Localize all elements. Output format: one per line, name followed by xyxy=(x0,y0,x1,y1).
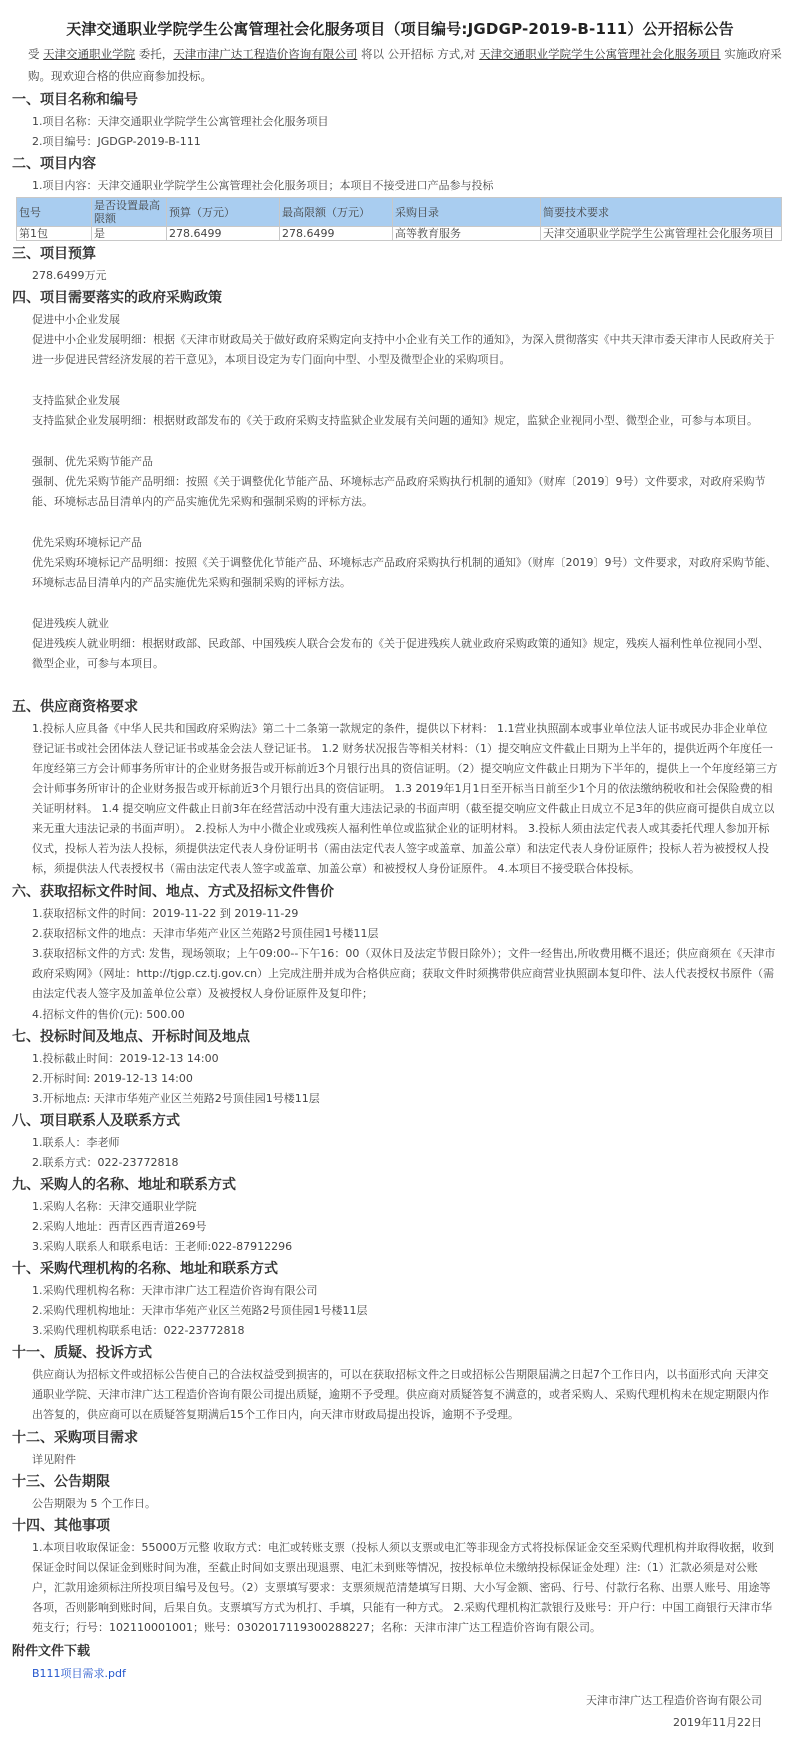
intro-text: 将以 公开招标 方式,对 xyxy=(357,47,480,61)
agency-address: 2.采购代理机构地址：天津市华苑产业区兰苑路2号顶佳园1号楼11层 xyxy=(32,1304,368,1317)
bid-deadline: 1.投标截止时间：2019-12-13 14:00 xyxy=(32,1052,219,1065)
policy-name: 促进残疾人就业 xyxy=(32,617,109,630)
signature-org: 天津市津广达工程造价咨询有限公司 xyxy=(586,1694,762,1707)
col-header-tech-req: 简要技术要求 xyxy=(541,198,782,227)
budget-value: 278.6499万元 xyxy=(32,269,107,282)
package-table xyxy=(16,197,782,241)
policy-detail: 促进残疾人就业明细：根据财政部、民政部、中国残疾人联合会发布的《关于促进残疾人就业政府采购政策的通知》规定，残疾人福利性单位视同小型、微型企业，可参与本项目。 xyxy=(32,637,769,670)
section-heading-5: 五、供应商资格要求 xyxy=(12,699,138,715)
contact-phone: 2.联系方式：022-23772818 xyxy=(32,1156,179,1169)
section-heading-10: 十、采购代理机构的名称、地址和联系方式 xyxy=(12,1261,278,1277)
cell-tech-req: 天津交通职业学院学生公寓管理社会化服务项目 xyxy=(541,227,782,241)
policy-name: 促进中小企业发展 xyxy=(32,313,120,326)
cell-max-limit-set: 是 xyxy=(92,227,167,241)
section-heading-11: 十一、质疑、投诉方式 xyxy=(12,1345,152,1361)
section-heading-9: 九、采购人的名称、地址和联系方式 xyxy=(12,1177,236,1193)
requirements-text: 详见附件 xyxy=(32,1453,76,1466)
other-matters-text: 1.本项目收取保证金：55000万元整 收取方式：电汇或转账支票（投标人须以支票或电汇等非现金方式将投标保证金交至采购代理机构并取得收据，收到保证金时间以保证金到账时间为准，至截止时间如支票出现退票、电汇未到账等情况，按投标单位未缴纳投标保证金处理）注:（1）汇款必须是对公账户，汇款用途须标注所投项目编号及包号。（2）支票填写要求：支票须规范清楚填写日期、大小写金额、密码、行号、付款行名称、出票人账号、用途等各项，否则影响到账时间，后果自负。支票填写方式为机打、手填，只能有一种方式。 2.采购代理机构汇款银行及账号：开户行：中国工商银行天津市华苑支行；行号：102110001001；账号：0302017119300288227；名称：天津市津广达工程造价咨询有限公司。 xyxy=(32,1541,774,1634)
intro-text: 受 xyxy=(28,47,44,61)
policy-detail: 促进中小企业发展明细：根据《天津市财政局关于做好政府采购定向支持中小企业有关工作的通知》，为深入贯彻落实《中共天津市委天津市人民政府关于进一步促进民营经济发展的若干意见》，本项目设定为专门面向中型、小型及微型企业的采购项目。 xyxy=(32,333,775,366)
section-heading-12: 十二、采购项目需求 xyxy=(12,1430,138,1446)
policy-detail: 优先采购环境标记产品明细：按照《关于调整优化节能产品、环境标志产品政府采购执行机制的通知》（财库〔2019〕9号）文件要求，对政府采购节能、环境标志品目清单内的产品实施优先采购和强制采购的评标方法。 xyxy=(32,556,777,589)
notice-period-text: 公告期限为 5 个工作日。 xyxy=(32,1497,156,1510)
page-title: 天津交通职业学院学生公寓管理社会化服务项目（项目编号:JGDGP-2019-B-111）公开招标公告 xyxy=(66,20,734,38)
table-header-row xyxy=(17,198,782,227)
complaint-text: 供应商认为招标文件或招标公告使自己的合法权益受到损害的，可以在获取招标文件之日或招标公告期限届满之日起7个工作日内，以书面形式向 天津交通职业学院、天津市津广达工程造价咨询有限公司提出质疑，逾期不予受理。供应商对质疑答复不满意的，或者采购人、采购代理机构未在规定期限内作出答复的，供应商可以在质疑答复期满后15个工作日内，向天津市财政局提出投诉，逾期不予受理。 xyxy=(32,1368,769,1421)
agency-link[interactable]: 天津市津广达工程造价咨询有限公司 xyxy=(173,47,358,61)
section-heading-6: 六、获取招标文件时间、地点、方式及招标文件售价 xyxy=(12,884,334,900)
supplier-qualification-text: 1.投标人应具备《中华人民共和国政府采购法》第二十二条第一款规定的条件，提供以下材料： 1.1营业执照副本或事业单位法人证书或民办非企业单位登记证书或社会团体法人登记证书或基金会法人登记证书。 1.2 财务状况报告等相关材料：（1）提交响应文件截止日期为上半年的，提供近两个年度任一年度经第三方会计师事务所审计的企业财务报告或开标前近3个月银行出具的资信证明。（2）提交响应文件截止日期为下半年的，提供上一个年度经第三方会计师事务所审计的企业财务报告或开标前近3个月银行出具的资信证明。 1.3 2019年1月1日至开标当日前至少1个月的依法缴纳税收和社会保险费的相关证明材料。 1.4 提交响应文件截止日前3年在经营活动中没有重大违法记录的书面声明（截至提交响应文件截止日成立不足3年的供应商可提供自成立以来无重大违法记录的书面声明）。 2.投标人为中小微企业或残疾人福利性单位或监狱企业的证明材料。 3.投标人须由法定代表人或其委托代理人参加开标仪式，投标人若为法人投标，须提供法定代表人身份证明书（需由法定代表人签字或盖章、加盖公章）和法定代表人身份证原件；投标人若为被授权人投标，须提供法人代表授权书（需由法定代表人签字或盖章、加盖公章）和被授权人身份证原件。 4.本项目不接受联合体投标。 xyxy=(32,722,778,875)
attachment-download-link[interactable]: B111项目需求.pdf xyxy=(32,1667,126,1680)
policy-name: 优先采购环境标记产品 xyxy=(32,536,142,549)
attachments-heading: 附件文件下载 xyxy=(12,1644,91,1659)
purchaser-address: 2.采购人地址：西青区西青道269号 xyxy=(32,1220,207,1233)
project-link[interactable]: 天津交通职业学院学生公寓管理社会化服务项目 xyxy=(479,47,721,61)
policy-detail: 支持监狱企业发展明细：根据财政部发布的《关于政府采购支持监狱企业发展有关问题的通知》规定，监狱企业视同小型、微型企业，可参与本项目。 xyxy=(32,414,758,427)
agency-name: 1.采购代理机构名称：天津市津广达工程造价咨询有限公司 xyxy=(32,1284,318,1297)
project-number: 2.项目编号：JGDGP-2019-B-111 xyxy=(32,135,201,148)
cell-catalog: 高等教育服务 xyxy=(393,227,541,241)
table-row xyxy=(17,227,782,241)
cell-budget: 278.6499 xyxy=(167,227,280,241)
col-header-budget: 预算（万元） xyxy=(167,198,280,227)
section-heading-8: 八、项目联系人及联系方式 xyxy=(12,1113,180,1129)
section-heading-1: 一、项目名称和编号 xyxy=(12,92,138,108)
document-obtain-time: 1.获取招标文件的时间：2019-11-22 到 2019-11-29 xyxy=(32,907,299,920)
document-price: 4.招标文件的售价(元): 500.00 xyxy=(32,1008,185,1021)
signature-date: 2019年11月22日 xyxy=(673,1716,762,1729)
policy-name: 支持监狱企业发展 xyxy=(32,394,120,407)
section-heading-13: 十三、公告期限 xyxy=(12,1474,110,1490)
purchaser-name: 1.采购人名称：天津交通职业学院 xyxy=(32,1200,197,1213)
cell-package: 第1包 xyxy=(17,227,92,241)
section-heading-7: 七、投标时间及地点、开标时间及地点 xyxy=(12,1029,250,1045)
contact-person: 1.联系人：李老师 xyxy=(32,1136,120,1149)
col-header-package: 包号 xyxy=(17,198,92,227)
document-obtain-method: 3.获取招标文件的方式: 发售，现场领取；上午09:00--下午16：00（双休日及法定节假日除外）；文件一经售出,所收费用概不退还；供应商须在《天津市政府采购网》（网址：http://tjgp.cz.tj.gov.cn）上完成注册并成为合格供应商；获取文件时须携带供应商营业执照副本复印件、法人代表授权书原件（需由法定代表人签字及加盖单位公章）及被授权人身份证原件及复印件； xyxy=(32,947,776,1000)
col-header-max-limit: 最高限额（万元） xyxy=(280,198,393,227)
intro-text: 实施政府采购。现欢迎合格的供应商参加投标。 xyxy=(28,47,782,83)
section-heading-2: 二、项目内容 xyxy=(12,156,96,172)
project-name: 1.项目名称：天津交通职业学院学生公寓管理社会化服务项目 xyxy=(32,115,329,128)
section-heading-4: 四、项目需要落实的政府采购政策 xyxy=(12,290,222,306)
policy-name: 强制、优先采购节能产品 xyxy=(32,455,153,468)
agency-phone: 3.采购代理机构联系电话：022-23772818 xyxy=(32,1324,245,1337)
purchaser-link[interactable]: 天津交通职业学院 xyxy=(43,47,136,61)
section-heading-3: 三、项目预算 xyxy=(12,246,96,262)
purchaser-contact: 3.采购人联系人和联系电话：王老师:022-87912296 xyxy=(32,1240,293,1253)
project-content: 1.项目内容：天津交通职业学院学生公寓管理社会化服务项目；本项目不接受进口产品参与投标 xyxy=(32,179,494,192)
bid-opening-place: 3.开标地点: 天津市华苑产业区兰苑路2号顶佳园1号楼11层 xyxy=(32,1092,320,1105)
intro-paragraph xyxy=(10,43,790,87)
intro-text: 委托， xyxy=(135,47,174,61)
policy-detail: 强制、优先采购节能产品明细：按照《关于调整优化节能产品、环境标志产品政府采购执行机制的通知》（财库〔2019〕9号）文件要求，对政府采购节能、环境标志品目清单内的产品实施优先采购和强制采购的评标方法。 xyxy=(32,475,766,508)
document-obtain-place: 2.获取招标文件的地点：天津市华苑产业区兰苑路2号顶佳园1号楼11层 xyxy=(32,927,379,940)
section-heading-14: 十四、其他事项 xyxy=(12,1518,110,1534)
col-header-catalog: 采购目录 xyxy=(393,198,541,227)
bid-opening-time: 2.开标时间: 2019-12-13 14:00 xyxy=(32,1072,193,1085)
col-header-max-limit-set: 是否设置最高限额 xyxy=(92,198,167,227)
cell-max-limit: 278.6499 xyxy=(280,227,393,241)
